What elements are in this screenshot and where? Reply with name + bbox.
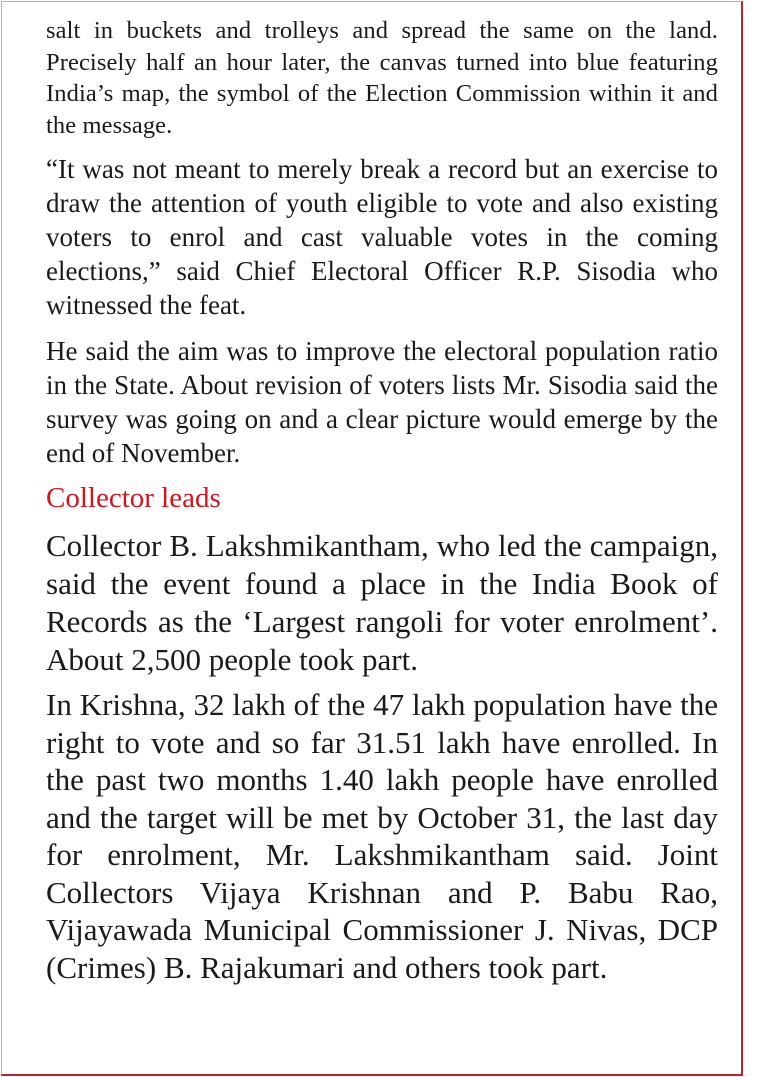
subheading: Collector leads [46,482,221,514]
paragraph-5: In Krishna, 32 lakh of the 47 lakh population have the right to vote and so far 31.51 lakh have enrolled. In the past two months 1.40 lakh people have enrolled and the target will be met by October 31, the last day for enrolment, Mr. Lakshmikantham said. Joint Collectors Vijaya Krishnan and P. Babu Rao, Vijayawada Municipal Commissioner J. Nivas, DCP (Crimes) B. Rajakumari and others took part. [46,687,718,985]
paragraph-1: salt in buckets and trolleys and spread the same on the land. Precisely half an hour later, the canvas turned into blue featuring India’s map, the symbol of the Election Commission within it and the message. [46,17,718,139]
paragraph-3: He said the aim was to improve the electoral population ratio in the State. About revision of voters lists Mr. Sisodia said the survey was going on and a clear picture would emerge by the end of November. [46,336,718,468]
paragraph-2-quote: “It was not meant to merely break a record but an exercise to draw the attention of youth eligible to vote and also existing voters to enrol and cast valuable votes in the coming elections,” said Chief Electoral Officer R.P. Sisodia who witnessed the feat. [46,154,718,320]
paragraph-4: Collector B. Lakshmikantham, who led the campaign, said the event found a place in the India Book of Records as the ‘Largest rangoli for voter enrolment’. About 2,500 people took part. [46,528,718,677]
